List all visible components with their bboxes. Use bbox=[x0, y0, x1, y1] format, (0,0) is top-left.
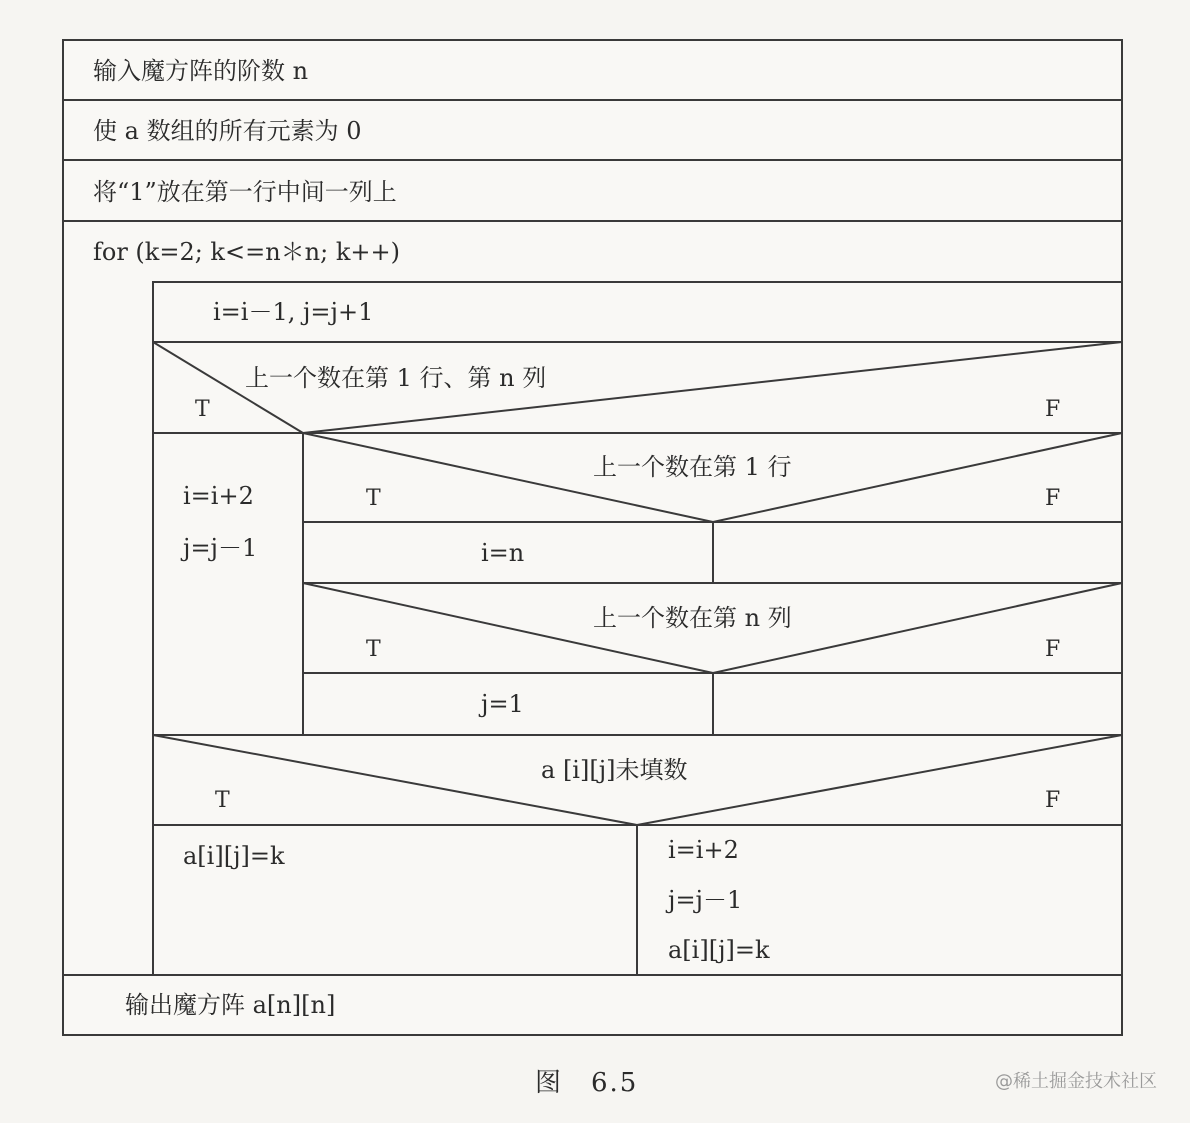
assign-i-n: i=n bbox=[481, 539, 525, 567]
cond4-true: T bbox=[215, 788, 230, 813]
row-input-n: 输入魔方阵的阶数 n bbox=[93, 57, 309, 85]
cond1-t-step1: i=i+2 bbox=[183, 482, 254, 510]
watermark-text: @稀土掘金技术社区 bbox=[995, 1071, 1157, 1092]
else-step1: i=i+2 bbox=[668, 836, 739, 864]
fill-k: a[i][j]=k bbox=[183, 842, 285, 870]
cond3-true: T bbox=[366, 637, 381, 662]
else-step2: j=j－1 bbox=[668, 886, 743, 914]
else-step3: a[i][j]=k bbox=[668, 936, 770, 964]
row-for-loop: for (k=2; k<=n＊n; k++) bbox=[93, 238, 400, 266]
cond4-false: F bbox=[1045, 788, 1061, 813]
cond1-false: F bbox=[1045, 397, 1061, 422]
cond1-true: T bbox=[195, 397, 210, 422]
row-init-array: 使 a 数组的所有元素为 0 bbox=[93, 117, 362, 145]
cond2-true: T bbox=[366, 486, 381, 511]
row-output: 输出魔方阵 a[n][n] bbox=[125, 991, 336, 1019]
cond2-label: 上一个数在第 1 行 bbox=[593, 453, 792, 481]
figure-caption: 图 6.5 bbox=[535, 1068, 639, 1098]
row-place-one: 将“1”放在第一行中间一列上 bbox=[93, 178, 397, 206]
cond1-t-step2: j=j－1 bbox=[183, 534, 258, 562]
cond3-label: 上一个数在第 n 列 bbox=[593, 604, 792, 632]
cond2-false: F bbox=[1045, 486, 1061, 511]
cond3-false: F bbox=[1045, 637, 1061, 662]
loop-move: i=i－1, j=j+1 bbox=[213, 298, 374, 326]
cond4-label: a [i][j]未填数 bbox=[541, 756, 688, 784]
cond1-label: 上一个数在第 1 行、第 n 列 bbox=[245, 364, 547, 392]
assign-j-1: j=1 bbox=[481, 690, 524, 718]
